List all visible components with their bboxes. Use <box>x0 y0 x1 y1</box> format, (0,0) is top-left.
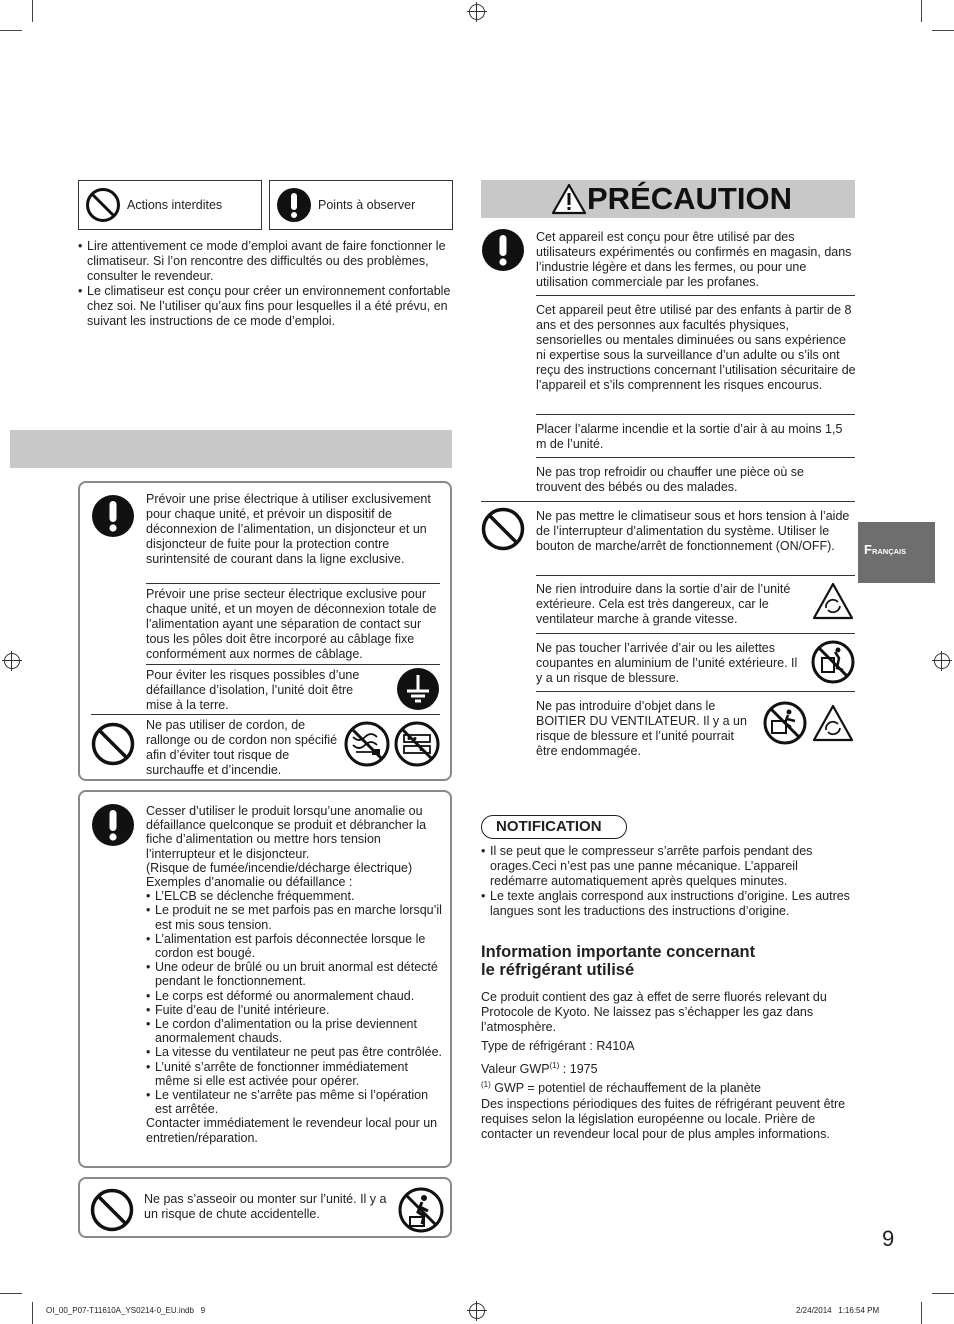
anomaly-list <box>146 889 444 1116</box>
earth-ground-icon <box>396 667 440 711</box>
divider <box>146 664 440 665</box>
section-header-bar <box>10 430 452 468</box>
precaution-title: PRÉCAUTION <box>587 181 792 216</box>
anomaly-intro: Cesser d’utiliser le produit lorsqu’une anomalie ou défaillance quelconque se produit et débrancher la fiche d’alimentation ou mettre hors tension l’interrupteur et le disjoncteur. <box>146 804 427 861</box>
list-item: • Fuite d’eau de l’unité intérieure. <box>146 1003 444 1017</box>
crop-mark <box>932 30 954 31</box>
paragraph: Prévoir une prise secteur électrique exclusive pour chaque unité, et un moyen de déconnexion totale de l’alimentation ayant une séparation de contact sur tous les pôles doit être incorporé au câblage fixe conformément aux normes de câblage. <box>146 587 437 661</box>
registration-mark-icon <box>469 4 485 20</box>
crop-mark <box>932 1293 954 1294</box>
prohibition-icon <box>91 722 135 766</box>
warning-group-climb <box>78 1177 452 1238</box>
notification-list <box>481 844 857 919</box>
crop-mark <box>32 0 33 22</box>
list-item: • L’unité s’arrête de fonctionner immédiatement même si elle est activée pour opérer. <box>146 1060 444 1088</box>
list-item: • Lire attentivement ce mode d’emploi avant de faire fonctionner le climatiseur. Si l’on rencontre des difficultés ou des problèmes, consulter le revendeur. <box>78 239 454 284</box>
notification-label: NOTIFICATION <box>481 815 627 839</box>
paragraph: Prévoir une prise électrique à utiliser exclusivement pour chaque unité, et prévoir un dispositif de déconnexion de l’alimentation, un disjoncteur et un disjoncteur de fuite pour la protection contre surintensité de courant dans la ligne exclusive. <box>146 492 431 566</box>
list-item: • La vitesse du ventilateur ne peut pas être contrôlée. <box>146 1045 444 1059</box>
prohibition-icon <box>85 187 121 223</box>
crop-mark <box>0 1293 22 1294</box>
list-item: • L’alimentation est parfois déconnectée lorsque le cordon est bougé. <box>146 932 444 960</box>
paragraph: Placer l’alarme incendie et la sortie d’air à au moins 1,5 m de l’unité. <box>536 422 843 451</box>
paragraph: Ne pas s’asseoir ou monter sur l’unité. Il y a un risque de chute accidentelle. <box>144 1192 387 1221</box>
mandatory-icon <box>276 187 312 223</box>
no-extension-cord-icon <box>344 721 390 767</box>
anomaly-examples-label: Exemples d’anomalie ou défaillance : <box>146 875 353 890</box>
divider <box>481 501 855 502</box>
fan-warning-icon <box>812 704 854 742</box>
refrigerant-footnote <box>481 1077 857 1096</box>
refrigerant-paragraph: Ce produit contient des gaz à effet de serre fluorés relevant du Protocole de Kyoto. Ne laissez pas s’échapper les gaz dans l’atmosphère. <box>481 990 827 1034</box>
no-insert-object-icon <box>763 701 807 745</box>
warning-triangle-icon <box>551 183 587 215</box>
paragraph: Ne rien introduire dans la sortie d’air de l’unité extérieure. Cela est très dangereux, car le ventilateur marche à grande vitesse. <box>536 582 791 626</box>
list-item: • Le ventilateur ne s’arrête pas même si l’opération est arrêtée. <box>146 1088 444 1116</box>
footnote-mark: (1) <box>481 1080 491 1089</box>
crop-mark <box>32 1302 33 1324</box>
legend-observe <box>269 180 453 230</box>
refrigerant-heading <box>481 943 857 979</box>
mandatory-icon <box>91 803 135 847</box>
divider <box>536 633 855 634</box>
registration-mark-icon <box>934 653 950 669</box>
gwp-label: Valeur GWP <box>481 1062 550 1077</box>
prohibition-icon <box>481 507 525 551</box>
list-item: • Une odeur de brûlé ou un bruit anormal est détecté pendant le fonctionnement. <box>146 960 444 988</box>
refrigerant-heading-line2: le réfrigérant utilisé <box>481 961 635 979</box>
paragraph: Ne pas trop refroidir ou chauffer une pièce où se trouvent des bébés ou des malades. <box>536 465 804 494</box>
registration-mark-icon <box>4 653 20 669</box>
paragraph: Pour éviter les risques possibles d’une défaillance d’isolation, l’unité doit être mise à la terre. <box>146 668 360 712</box>
crop-mark <box>921 1302 922 1324</box>
legend-forbidden-label: Actions interdites <box>127 197 223 212</box>
precaution-banner <box>481 180 855 218</box>
no-climbing-icon <box>398 1187 444 1233</box>
list-item: • Le cordon d’alimentation ou la prise deviennent anormalement chauds. <box>146 1017 444 1045</box>
gwp-value: : 1975 <box>559 1062 598 1077</box>
prohibition-icon <box>90 1188 134 1232</box>
warning-group-anomaly <box>78 790 452 1168</box>
divider <box>536 575 855 576</box>
list-item: • Le produit ne se met parfois pas en marche lorsqu’il est mis sous tension. <box>146 903 444 931</box>
mandatory-icon <box>91 494 135 538</box>
language-tab <box>858 522 935 583</box>
list-item: • L’ELCB se déclenche fréquemment. <box>146 889 444 903</box>
registration-mark-icon <box>469 1303 485 1319</box>
mandatory-icon <box>481 228 525 272</box>
divider <box>536 414 855 415</box>
list-item: • Il se peut que le compresseur s’arrête parfois pendant des orages.Ceci n’est pas une panne mécanique. L’appareil redémarre automatiquement après quelques minutes. <box>481 844 857 889</box>
paragraph: Cet appareil est conçu pour être utilisé par des utilisateurs expérimentés ou confirmés en magasin, dans l’industrie légère et dans les fermes, ou pour une utilisation commerciale par les profanes. <box>536 230 852 289</box>
refrigerant-gwp <box>481 1058 857 1077</box>
intro-list <box>78 239 454 329</box>
no-multi-plug-icon <box>394 721 440 767</box>
refrigerant-type: Type de réfrigérant : R410A <box>481 1039 635 1053</box>
paragraph: Ne pas mettre le climatiseur sous et hors tension à l’aide de l’interrupteur d’alimentation du système. Utiliser le bouton de marche/arrêt de fonctionnement (ON/OFF). <box>536 509 850 553</box>
anomaly-contact: Contacter immédiatement le revendeur local pour un entretien/réparation. <box>146 1116 438 1145</box>
page-number: 9 <box>882 1226 895 1251</box>
crop-mark <box>0 30 22 31</box>
footer-file: OI_00_P07-T11610A_YS0214-0_EU.indb 9 <box>46 1306 206 1315</box>
warning-group-electrical <box>78 481 452 781</box>
list-item: • Le corps est déformé ou anormalement chaud. <box>146 989 444 1003</box>
footnote-text: GWP = potentiel de réchauffement de la planète <box>490 1081 761 1096</box>
language-tab-initial: F <box>864 542 872 557</box>
paragraph: Cet appareil peut être utilisé par des enfants à partir de 8 ans et des personnes aux facultés physiques, sensorielles ou mentales diminuées ou sans expérience ni expertise sous la surveillance d’un adulte ou s’ils ont reçu des instructions concernant l’utilisation sécuritaire de l’appareil et s’ils comprennent les risques encourus. <box>536 303 856 392</box>
paragraph: Ne pas utiliser de cordon, de rallonge ou de cordon non spécifié afin d’éviter tout risque de surchauffe et d’incendie. <box>146 718 338 777</box>
paragraph: Ne pas introduire d’objet dans le BOITIER DU VENTILATEUR. Il y a un risque de blessure et l’unité pourrait être endommagée. <box>536 699 747 758</box>
divider <box>536 457 855 458</box>
crop-mark <box>921 0 922 22</box>
footer-date: 2/24/2014 1:16:54 PM <box>796 1306 880 1315</box>
list-item: • Le texte anglais correspond aux instructions d’origine. Les autres langues sont les traductions des instructions d’origine. <box>481 889 857 919</box>
legend-forbidden <box>78 180 262 230</box>
divider <box>536 295 855 296</box>
anomaly-risk: (Risque de fumée/incendie/décharge électrique) <box>146 860 413 875</box>
gwp-superscript: (1) <box>549 1061 560 1070</box>
list-item: • Le climatiseur est conçu pour créer un environnement confortable chez soi. Ne l’utiliser qu’aux fins pour lesquelles il a été prévu, en suivant les instructions de ce mode d’emploi. <box>78 284 454 329</box>
fan-warning-icon <box>812 582 854 620</box>
refrigerant-heading-line1: Information importante concernant <box>481 943 756 961</box>
language-tab-rest: RANÇAIS <box>871 547 907 556</box>
paragraph: Ne pas toucher l’arrivée d’air ou les ailettes coupantes en aluminium de l’unité extérieure. Il y a un risque de blessure. <box>536 641 798 685</box>
legend-observe-label: Points à observer <box>318 197 416 212</box>
divider <box>91 714 440 715</box>
refrigerant-inspection: Des inspections périodiques des fuites de réfrigérant peuvent être requises selon la législation européenne ou locale. Prière de contacter un revendeur local pour de plus amples informations. <box>481 1097 846 1141</box>
no-touch-fins-icon <box>811 640 855 684</box>
anomaly-block <box>146 804 444 1145</box>
divider <box>536 691 855 692</box>
divider <box>146 583 440 584</box>
